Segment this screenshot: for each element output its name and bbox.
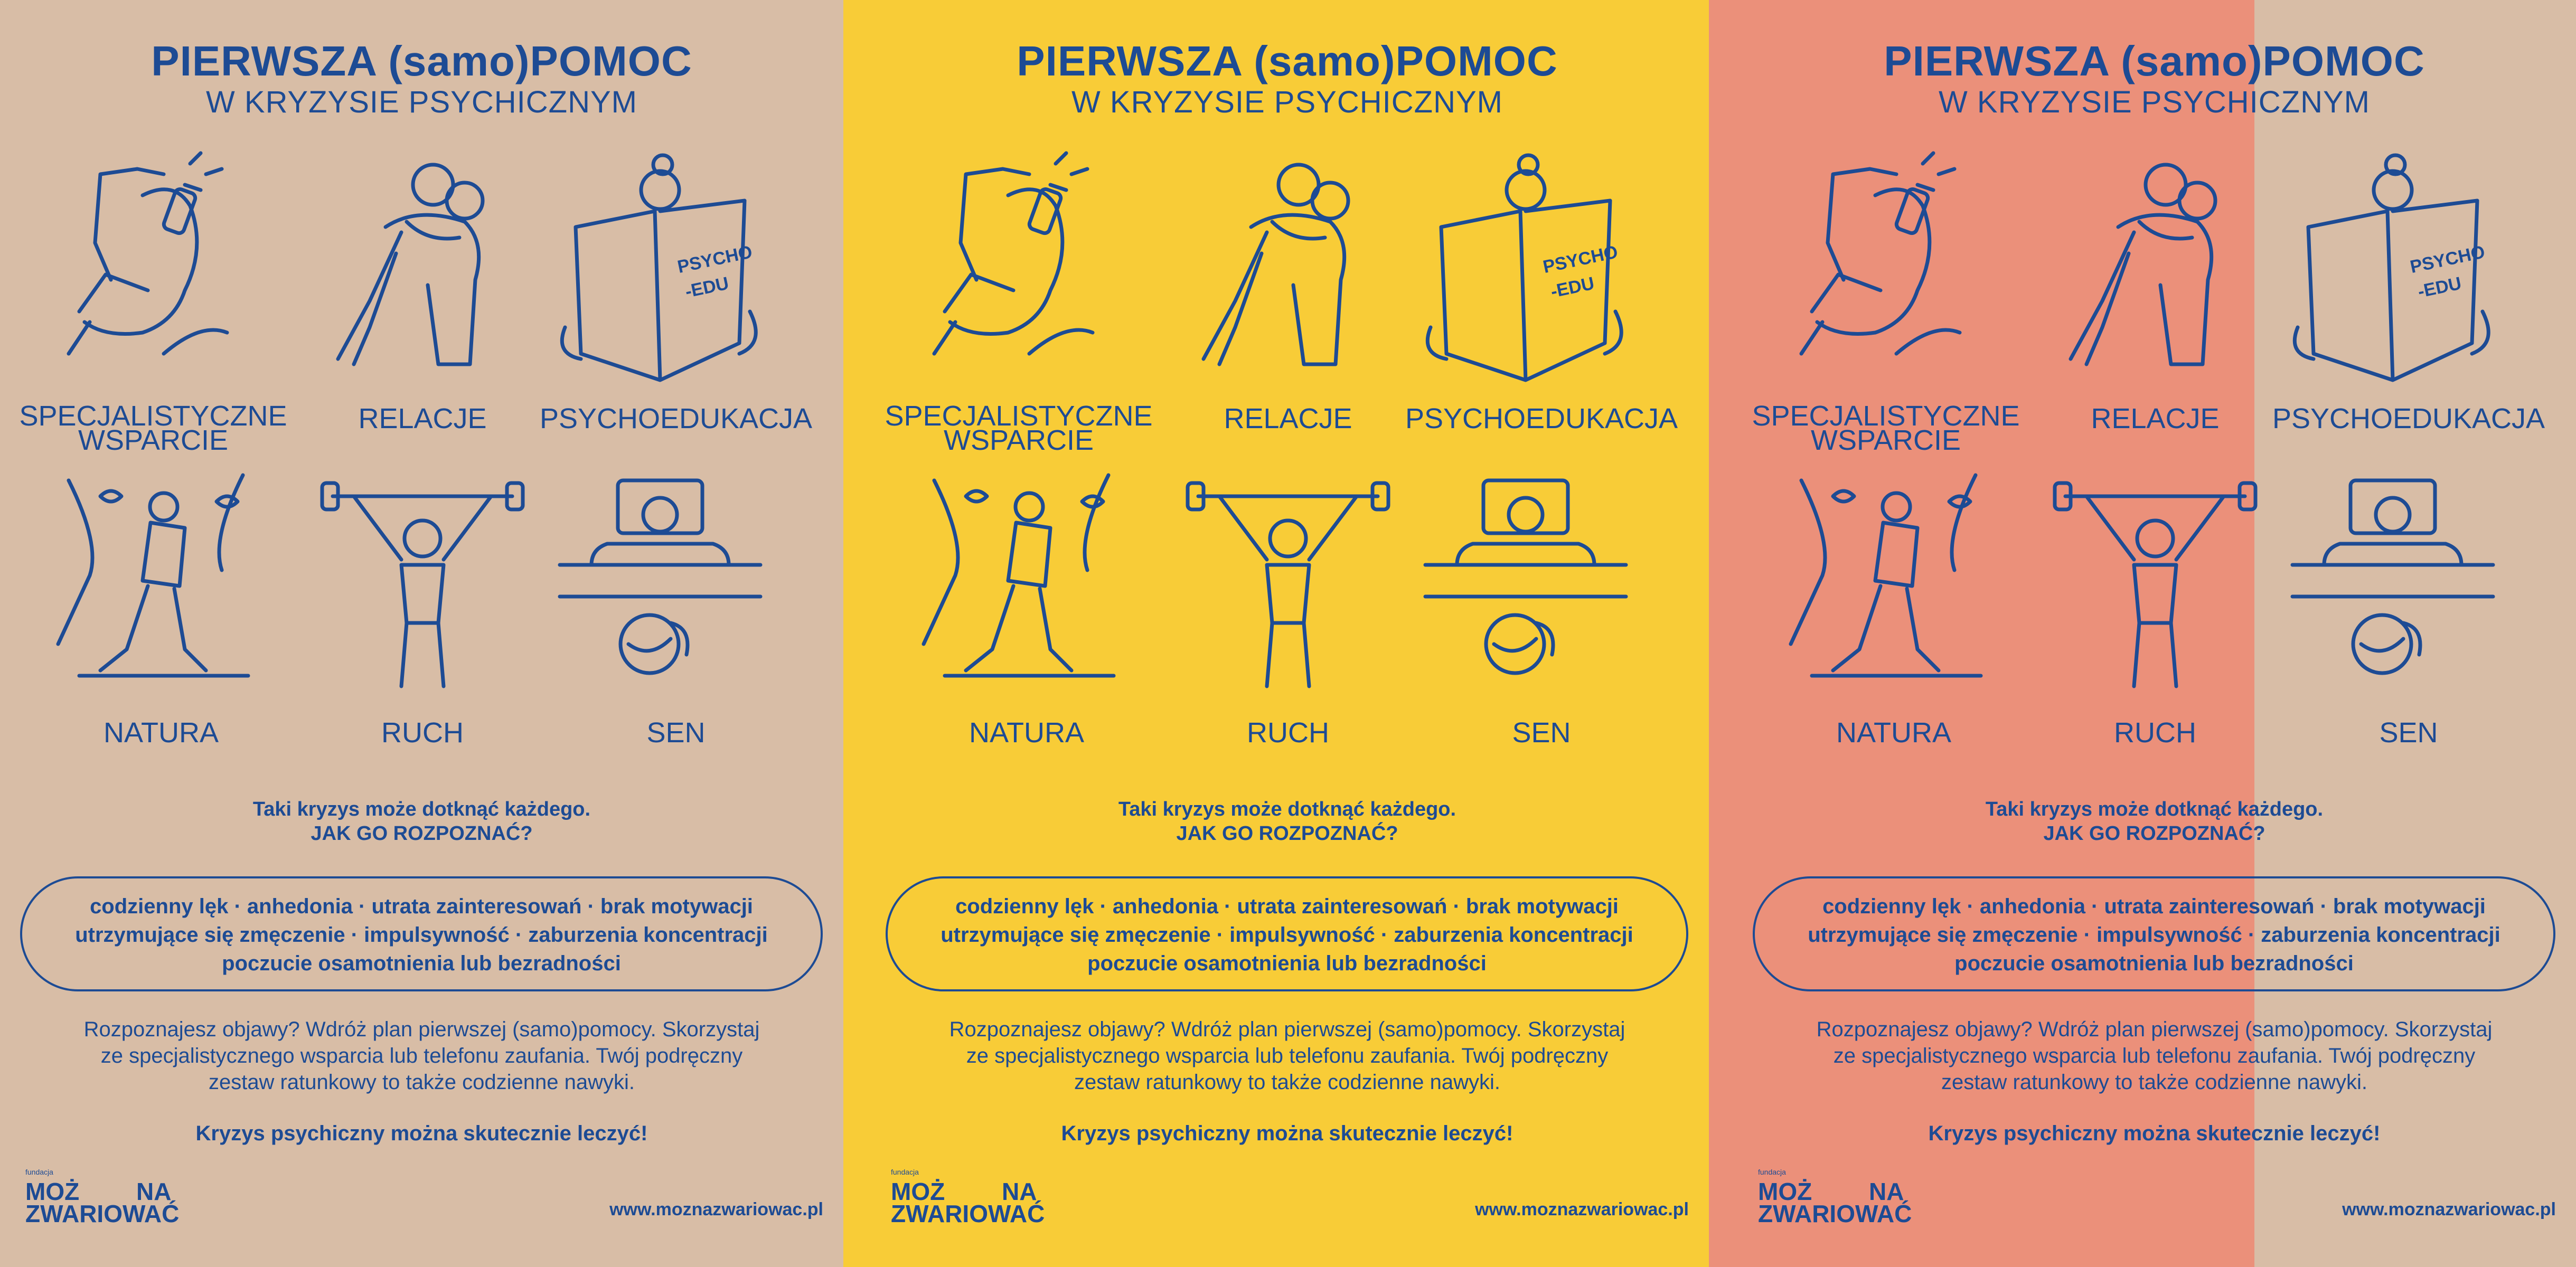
label-nature: NATURA xyxy=(1836,717,1951,749)
sleep-icon xyxy=(2292,475,2493,702)
logo-na: NA xyxy=(1002,1178,1037,1205)
logo-zwariowac: ZWARIOWAĆ xyxy=(1758,1200,1912,1227)
label-relations: RELACJE xyxy=(358,403,487,434)
label-specialist-support xyxy=(879,400,1159,456)
phone-call-icon xyxy=(924,153,1124,380)
logo-na: NA xyxy=(1869,1178,1904,1205)
sleep-icon xyxy=(1425,475,1626,702)
poster-title: PIERWSZA (samo)POMOC xyxy=(1017,37,1558,84)
logo-fundacja: fundacja xyxy=(25,1168,53,1176)
label-specialist-support xyxy=(13,400,293,456)
label-movement: RUCH xyxy=(1247,717,1329,749)
logo-zwariowac: ZWARIOWAĆ xyxy=(891,1200,1045,1227)
label-psychoeducation: PSYCHOEDUKACJA xyxy=(2272,403,2545,434)
symptoms-line1: codzienny lęk · anhedonia · utrata zainteresowań · brak motywacji xyxy=(955,895,1619,918)
logo-moz: MOŻ xyxy=(891,1178,945,1205)
symptoms-box xyxy=(20,876,823,991)
poster-subtitle: W KRYZYSIE PSYCHICZNYM xyxy=(1939,85,2370,119)
hug-icon xyxy=(2055,153,2255,380)
label-specialist-line1: SPECJALISTYCZNE xyxy=(19,400,287,432)
website-url[interactable]: www.moznazwariowac.pl xyxy=(1475,1199,1689,1219)
symptoms-line1: codzienny lęk · anhedonia · utrata zainteresowań · brak motywacji xyxy=(1822,895,2486,918)
body-text xyxy=(1733,1016,2576,1095)
forest-walk-icon xyxy=(1791,475,1991,702)
logo-fundacja: fundacja xyxy=(1758,1168,1786,1176)
label-specialist-line2: WSPARCIE xyxy=(1810,424,1961,456)
question-line1: Taki kryzys może dotknąć każdego. xyxy=(1118,798,1456,820)
closing-text: Kryzys psychiczny można skutecznie leczyć! xyxy=(195,1122,648,1145)
forest-walk-icon xyxy=(58,475,259,702)
label-movement: RUCH xyxy=(381,717,464,749)
label-specialist-line1: SPECJALISTYCZNE xyxy=(1752,400,2020,432)
sleep-icon xyxy=(560,475,760,702)
question-line2: JAK GO ROZPOZNAĆ? xyxy=(311,822,533,845)
question-line1: Taki kryzys może dotknąć każdego. xyxy=(252,798,591,820)
body-text xyxy=(866,1016,1709,1095)
body-line1: Rozpoznajesz objawy? Wdróż plan pierwszej (samo)pomocy. Skorzystaj xyxy=(83,1018,760,1041)
symptoms-line2: utrzymujące się zmęczenie · impulsywność · zaburzenia koncentracji xyxy=(1808,923,2500,947)
label-specialist-line1: SPECJALISTYCZNE xyxy=(885,400,1153,432)
symptoms-line2: utrzymujące się zmęczenie · impulsywność · zaburzenia koncentracji xyxy=(75,923,768,947)
symptoms-line1: codzienny lęk · anhedonia · utrata zainteresowań · brak motywacji xyxy=(90,895,753,918)
forest-walk-icon xyxy=(924,475,1124,702)
weightlifting-icon xyxy=(2055,475,2255,702)
question-line2: JAK GO ROZPOZNAĆ? xyxy=(2043,822,2265,845)
label-sleep: SEN xyxy=(1512,717,1571,749)
poster-subtitle: W KRYZYSIE PSYCHICZNYM xyxy=(206,85,637,119)
label-specialist-line2: WSPARCIE xyxy=(943,424,1094,456)
logo-moz: MOŻ xyxy=(1758,1178,1812,1205)
phone-call-icon xyxy=(1791,153,1991,380)
question-block xyxy=(866,797,1709,846)
body-line3: zestaw ratunkowy to także codzienne nawyki. xyxy=(1074,1071,1501,1094)
label-psychoeducation: PSYCHOEDUKACJA xyxy=(1405,403,1678,434)
closing-text: Kryzys psychiczny można skutecznie leczyć! xyxy=(1061,1122,1513,1145)
poster-yellow xyxy=(843,0,1709,1267)
book-icon xyxy=(2292,153,2493,380)
weightlifting-icon xyxy=(322,475,523,702)
body-line2: ze specjalistycznego wsparcia lub telefonu zaufania. Twój podręczny xyxy=(100,1044,743,1067)
hug-icon xyxy=(322,153,523,380)
label-movement: RUCH xyxy=(2114,717,2196,749)
symptoms-line3: poczucie osamotnienia lub bezradności xyxy=(1954,952,2354,975)
foundation-logo xyxy=(1758,1168,1916,1226)
poster-subtitle: W KRYZYSIE PSYCHICZNYM xyxy=(1071,85,1503,119)
book-icon xyxy=(1425,153,1626,380)
hug-icon xyxy=(1188,153,1388,380)
symptoms-box xyxy=(1753,876,2555,991)
foundation-logo xyxy=(25,1168,184,1226)
question-line2: JAK GO ROZPOZNAĆ? xyxy=(1176,822,1398,845)
question-block xyxy=(0,797,843,846)
body-line3: zestaw ratunkowy to także codzienne nawyki. xyxy=(208,1071,635,1094)
book-icon xyxy=(560,153,760,380)
poster-salmon xyxy=(1709,0,2556,1267)
label-specialist-line2: WSPARCIE xyxy=(78,424,229,456)
body-line1: Rozpoznajesz objawy? Wdróż plan pierwszej (samo)pomocy. Skorzystaj xyxy=(1816,1018,2493,1041)
closing-text: Kryzys psychiczny można skutecznie leczyć! xyxy=(1928,1122,2381,1145)
book-text-psycho: PSYCHO xyxy=(2408,242,2487,278)
body-line2: ze specjalistycznego wsparcia lub telefonu zaufania. Twój podręczny xyxy=(966,1044,1609,1067)
symptoms-line3: poczucie osamotnienia lub bezradności xyxy=(222,952,621,975)
book-text-edu: -EDU xyxy=(1549,273,1596,302)
book-text-edu: -EDU xyxy=(683,273,731,302)
symptoms-line3: poczucie osamotnienia lub bezradności xyxy=(1087,952,1487,975)
label-relations: RELACJE xyxy=(2091,403,2220,434)
label-relations: RELACJE xyxy=(1224,403,1352,434)
body-text xyxy=(0,1016,843,1095)
logo-na: NA xyxy=(136,1178,172,1205)
body-line1: Rozpoznajesz objawy? Wdróż plan pierwszej (samo)pomocy. Skorzystaj xyxy=(949,1018,1625,1041)
body-line2: ze specjalistycznego wsparcia lub telefonu zaufania. Twój podręczny xyxy=(1833,1044,2476,1067)
symptoms-box xyxy=(886,876,1688,991)
body-line3: zestaw ratunkowy to także codzienne nawyki. xyxy=(1941,1071,2368,1094)
foundation-logo xyxy=(891,1168,1049,1226)
label-sleep: SEN xyxy=(2379,717,2438,749)
website-url[interactable]: www.moznazwariowac.pl xyxy=(609,1199,823,1219)
book-text-psycho: PSYCHO xyxy=(1541,242,1620,278)
phone-call-icon xyxy=(58,153,259,380)
symptoms-line2: utrzymujące się zmęczenie · impulsywność · zaburzenia koncentracji xyxy=(941,923,1633,947)
label-nature: NATURA xyxy=(103,717,219,749)
poster-title: PIERWSZA (samo)POMOC xyxy=(151,37,692,84)
question-block xyxy=(1733,797,2576,846)
label-sleep: SEN xyxy=(646,717,706,749)
label-specialist-support xyxy=(1746,400,2026,456)
book-text-edu: -EDU xyxy=(2416,273,2464,302)
label-nature: NATURA xyxy=(969,717,1084,749)
book-text-psycho: PSYCHO xyxy=(675,242,754,278)
poster-beige xyxy=(0,0,843,1267)
weightlifting-icon xyxy=(1188,475,1388,702)
label-psychoeducation: PSYCHOEDUKACJA xyxy=(539,403,813,434)
logo-zwariowac: ZWARIOWAĆ xyxy=(25,1200,180,1227)
poster-title: PIERWSZA (samo)POMOC xyxy=(1884,37,2425,84)
logo-moz: MOŻ xyxy=(25,1178,80,1205)
website-url[interactable]: www.moznazwariowac.pl xyxy=(2342,1199,2556,1219)
question-line1: Taki kryzys może dotknąć każdego. xyxy=(1985,798,2324,820)
logo-fundacja: fundacja xyxy=(891,1168,919,1176)
